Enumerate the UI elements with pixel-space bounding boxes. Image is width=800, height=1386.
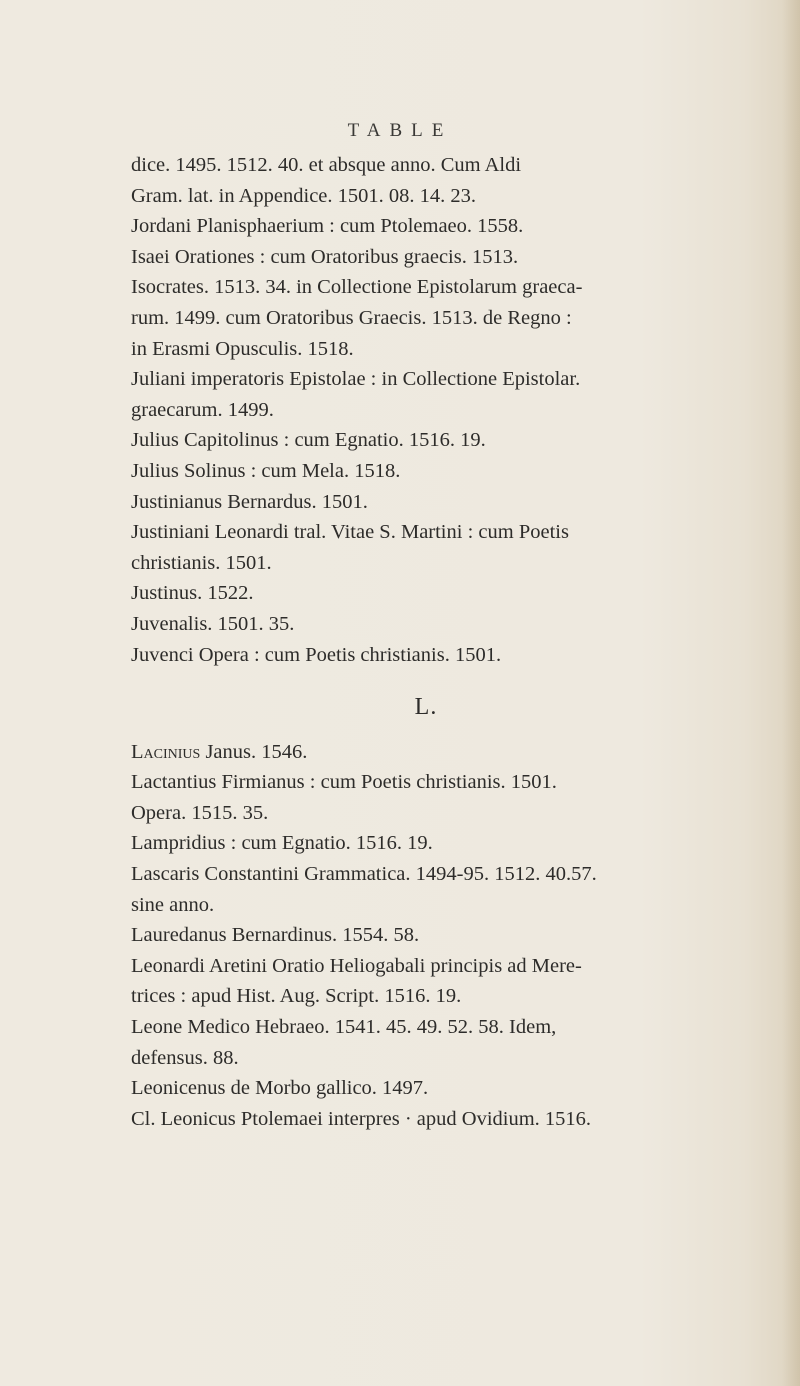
entry-text-line: Julius Capitolinus : cum Egnatio. 1516. 19. [131,429,486,452]
entry-text-line: Justiniani Leonardi tral. Vitae S. Martini : cum Poetis [131,521,569,544]
entry-text-line: defensus. 88. [131,1046,239,1069]
entry-text-line: Juvenci Opera : cum Poetis christianis. 1501. [131,643,502,666]
entry-text-line: Leone Medico Hebraeo. 1541. 45. 49. 52. 58. Idem, [131,1016,557,1039]
index-entry [131,456,721,487]
entry-text-line: Juliani imperatoris Epistolae : in Collectione Epistolar. [131,368,581,391]
entry-text-line: rum. 1499. cum Oratoribus Graecis. 1513. de Regno : [131,306,572,329]
entry-lead-word: Lacinius [131,740,201,763]
entry-text-line: dice. 1495. 1512. 40. et absque anno. Cum Aldi [131,154,522,176]
entry-text-line: Opera. 1515. 35. [131,801,269,824]
entry-text-line: Justinus. 1522. [131,582,254,605]
index-entry [131,828,721,859]
index-entry [131,150,721,211]
entry-text-line: Justinianus Bernardus. 1501. [131,490,368,513]
entry-text-line: Isaei Orationes : cum Oratoribus graecis. 1513. [131,245,519,268]
index-entry [131,487,721,518]
entry-text-line: Lauredanus Bernardinus. 1554. 58. [131,924,420,947]
running-header: TABLE [347,120,453,141]
index-entry [131,578,721,609]
entry-text-line: in Erasmi Opusculis. 1518. [131,337,354,360]
page-edge-shadow [782,0,800,1386]
index-entry [131,425,721,456]
index-entry [131,517,721,578]
entry-text-line: Lampridius : cum Egnatio. 1516. 19. [131,832,433,855]
entry-text-line: Leonicenus de Morbo gallico. 1497. [131,1077,429,1100]
entry-text-line: Isocrates. 1513. 34. in Collectione Epistolarum graeca- [131,276,583,299]
index-entry [131,211,721,242]
index-entry [131,737,721,768]
section-heading-l: L. [414,694,438,721]
index-entry [131,1104,721,1135]
entry-text-line: Juvenalis. 1501. 35. [131,612,295,635]
index-entry [131,609,721,640]
entry-text-line: christianis. 1501. [131,551,272,574]
entry-text-line: Leonardi Aretini Oratio Heliogabali principis ad Mere- [131,954,582,977]
index-content [131,150,721,1134]
entry-text-line: sine anno. [131,893,215,916]
index-entry [131,242,721,273]
index-entry [131,364,721,425]
entry-text-line: Jordani Planisphaerium : cum Ptolemaeo. 1558. [131,215,524,238]
entry-text: Janus. 1546. [200,740,308,763]
entry-text-line: Lascaris Constantini Grammatica. 1494-95. 1512. 40.57. [131,863,597,886]
entry-text-line: graecarum. 1499. [131,398,274,421]
index-entry [131,920,721,951]
index-entry [131,859,721,920]
index-entry [131,1012,721,1073]
entry-text-line: Gram. lat. in Appendice. 1501. 08. 14. 23. [131,184,477,207]
index-entry [131,1073,721,1104]
entry-text-line: Cl. Leonicus Ptolemaei interpres · apud Ovidium. 1516. [131,1107,592,1130]
index-entry [131,767,721,828]
entry-text-line: trices : apud Hist. Aug. Script. 1516. 19. [131,985,462,1008]
index-entry [131,640,721,671]
entry-text-line: Lactantius Firmianus : cum Poetis christianis. 1501. [131,771,557,794]
index-entry [131,951,721,1012]
entry-text-line: Julius Solinus : cum Mela. 1518. [131,459,401,482]
index-entry [131,272,721,364]
entry-text-line [131,737,721,768]
